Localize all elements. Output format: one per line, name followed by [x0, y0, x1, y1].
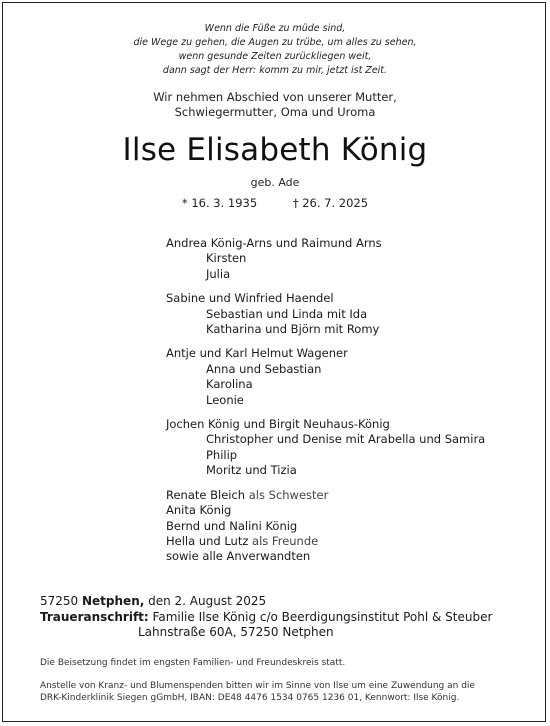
poem: [0, 22, 550, 78]
address-line: [40, 610, 520, 626]
relative-entry: [166, 549, 536, 564]
family-group: [166, 291, 536, 337]
notice-date: den 2. August 2025: [144, 594, 267, 608]
place-date-line: [40, 594, 520, 610]
family-head: Andrea König-Arns und Raimund Arns: [166, 236, 382, 250]
mourners-list: [166, 236, 536, 565]
address-street: Lahnstraße 60A, 57250 Netphen: [138, 625, 334, 639]
relative-entry: [166, 534, 536, 549]
family-member: Christopher und Denise mit Arabella und Samira: [206, 432, 486, 447]
family-member: Leonie: [206, 392, 244, 407]
family-member: Julia: [206, 266, 231, 281]
relative-name: Renate Bleich: [166, 487, 246, 502]
family-member: Sebastian und Linda mit Ida: [206, 306, 368, 321]
relative-note: als Schwester: [245, 487, 329, 502]
poem-line: die Wege zu gehen, die Augen zu trübe, um alles zu sehen,: [133, 37, 417, 48]
relative-entry: [166, 503, 536, 518]
donation-note: [40, 680, 520, 704]
relative-note: als Freunde: [248, 533, 319, 548]
address-recipient: Familie Ilse König c/o Beerdigungsinstitut Pohl & Steuber: [148, 609, 493, 624]
intro-line: Schwiegermutter, Oma und Uroma: [174, 105, 376, 119]
poem-line: Wenn die Füße zu müde sind,: [204, 23, 346, 34]
birth-name: geb. Ade: [250, 176, 300, 189]
family-head: Antje und Karl Helmut Wagener: [166, 346, 348, 361]
relative-entry: [166, 488, 536, 503]
birth-date: * 16. 3. 1935: [181, 196, 258, 210]
deceased-name: Ilse Elisabeth König: [122, 132, 428, 168]
zip-code: 57250: [40, 594, 82, 608]
address-label: Traueranschrift:: [40, 609, 149, 624]
relative-entry: [166, 519, 536, 534]
death-date: † 26. 7. 2025: [292, 196, 369, 210]
city-name: Netphen,: [82, 594, 145, 608]
donation-line: Anstelle von Kranz- und Blumenspenden bitten wir im Sinne von Ilse um eine Zuwendung an die: [40, 681, 475, 691]
family-member: Kirsten: [206, 251, 247, 266]
relative-name: sowie alle Anverwandten: [166, 549, 311, 564]
poem-line: dann sagt der Herr: komm zu mir, jetzt ist Zeit.: [162, 65, 388, 76]
family-head: Jochen König und Birgit Neuhaus-König: [166, 417, 390, 432]
poem-line: wenn gesunde Zeiten zurückliegen weit,: [178, 51, 372, 62]
relative-name: Anita König: [166, 503, 232, 518]
life-dates: [0, 196, 550, 211]
closing-info: [40, 594, 520, 641]
family-member: Katharina und Björn mit Romy: [206, 322, 380, 337]
ceremony-note: Die Beisetzung findet im engsten Familien- und Freundeskreis statt.: [40, 658, 346, 668]
intro-text: [0, 90, 550, 120]
relative-name: Bernd und Nalini König: [166, 518, 298, 533]
family-group: [166, 236, 536, 282]
relative-name: Hella und Lutz: [166, 533, 249, 548]
family-group: [166, 346, 536, 408]
relatives-group: [166, 488, 536, 565]
family-member: Moritz und Tizia: [206, 463, 297, 478]
family-group: [166, 417, 536, 479]
intro-line: Wir nehmen Abschied von unserer Mutter,: [153, 90, 397, 104]
family-member: Anna und Sebastian: [206, 361, 322, 376]
family-member: Karolina: [206, 377, 253, 392]
family-head: Sabine und Winfried Haendel: [166, 291, 334, 306]
donation-line: DRK-Kinderklinik Siegen gGmbH, IBAN: DE48 4476 1534 0765 1236 01, Kennwort: Ilse König.: [40, 693, 460, 703]
family-member: Philip: [206, 447, 238, 462]
